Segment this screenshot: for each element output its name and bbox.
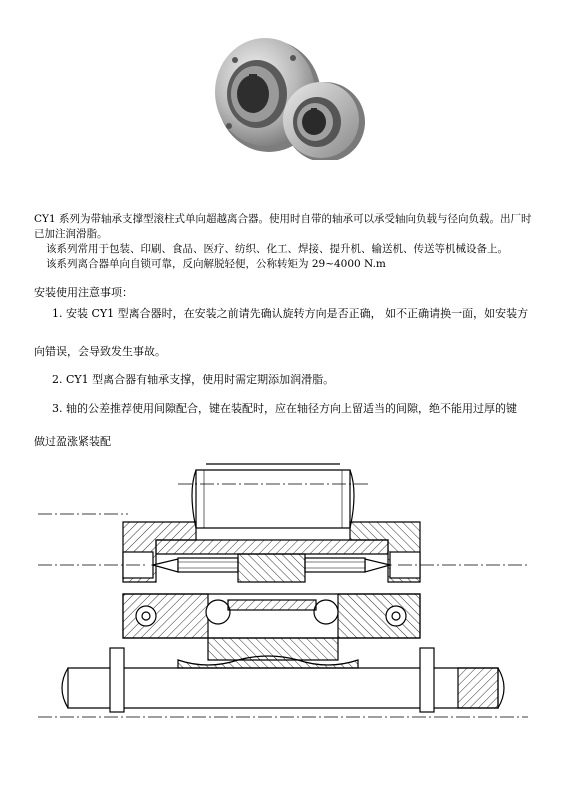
notes-heading: 安装使用注意事项：: [34, 286, 133, 299]
product-photo: [207, 30, 367, 160]
clutch-photo-image: [207, 30, 367, 160]
note-3-line-2: 做过盈涨紧装配: [34, 435, 111, 448]
cross-section-diagram: [28, 462, 538, 722]
product-description: [34, 212, 544, 272]
note-1-line-1: 1. 安装 CY1 型离合器时，在安装之前请先确认旋转方向是否正确， 如不正确请换一面，如安装方: [52, 307, 529, 320]
note-1: [34, 303, 539, 379]
note-3: [34, 398, 539, 464]
note-1-line-2: 向错误，会导致发生事故。: [34, 345, 166, 358]
intro-line-4: 该系列离合器单向自锁可靠，反向解脱轻便，公称转矩为 29~4000 N.m: [46, 258, 386, 270]
intro-line-3: 该系列常用于包装、印刷、食品、医疗、纺织、化工、焊接、提升机、输送机、传送等机械设备上。: [46, 243, 508, 255]
note-3-line-1: 3. 轴的公差推荐使用间隙配合，键在装配时，应在轴径方向上留适当的间隙，绝不能用过厚的键: [52, 402, 517, 415]
intro-line-1: CY1 系列为带轴承支撑型滚柱式单向超越离合器。使用时自带的轴承可以承受轴向负载与径向负载。出厂时: [34, 213, 532, 225]
note-2: 2. CY1 型离合器有轴承支撑，使用时需定期添加润滑脂。: [52, 373, 335, 386]
intro-line-2: 已加注润滑脂。: [34, 228, 108, 240]
installation-drawing: [28, 462, 538, 722]
